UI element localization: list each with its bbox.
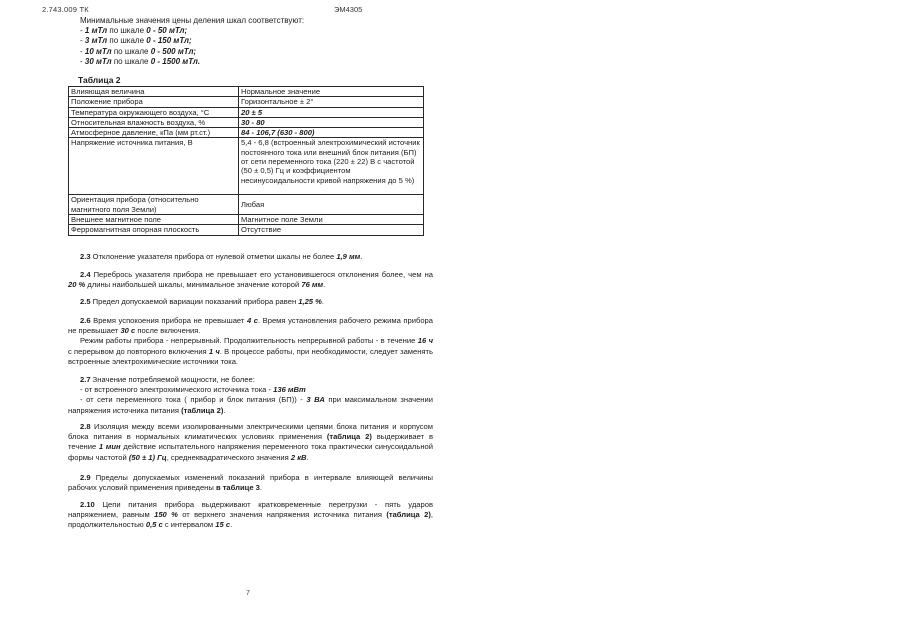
paragraph-text: Предел допускаемой вариации показаний прибора равен [90,297,299,306]
conditions-table [68,86,424,236]
item-range: 0 - 500 мТл; [150,46,197,56]
paragraph-emphasis: 1,25 % [298,297,322,306]
table-reference: (таблица 2) [181,405,224,415]
paragraph-emphasis: 2 кВ [290,452,307,462]
table-cell-value: 20 ± 5 [239,107,424,117]
paragraph-text: Цепи питания прибора выдерживают кратковременные перегрузки - пять ударов напряжением, равным [68,500,433,520]
paragraph-2-6 [68,316,433,367]
item-value: 1 мТл [84,26,108,36]
page-number: 7 [246,590,250,597]
paragraph-text: Перебрось указателя прибора не превышает его установившегося отклонения более, чем на [90,270,433,279]
table-caption: Таблица 2 [78,75,121,85]
item-prefix: - [80,56,85,66]
item-value: 3 мТл [84,36,108,46]
paragraph-text: . В процессе работы, при необходимости, следует заменять встроенные электрохимические источники тока. [68,346,433,366]
paragraph-text: выдерживает в течение [68,432,433,452]
paragraph-tail: . [259,483,263,493]
scale-item [80,26,304,36]
paragraph-number: 2.9 [80,473,91,482]
paragraph-text: , среднеквадратического значения [166,452,291,462]
table-cell-value: Любая [239,195,424,215]
item-mid: по шкале [111,46,151,56]
paragraph-text: с интервалом [162,520,216,530]
table-row [69,225,424,235]
item-range: 0 - 1500 мТл. [150,56,201,66]
table-cell-value: Отсутствие [239,225,424,235]
item-range: 0 - 50 мТл; [146,26,188,36]
table-reference: в таблице 3 [215,483,260,493]
paragraph-text: от верхнего значения напряжения источника питания [177,510,387,520]
paragraph-2-8 [68,422,433,463]
document-designation: ЭМ4305 [334,5,363,14]
paragraph-number: 2.7 [80,375,91,384]
paragraph-number: 2.8 [80,422,91,431]
paragraph-emphasis: 0,5 с [145,520,163,530]
paragraph-emphasis: 16 ч [417,336,433,346]
table-row [69,107,424,117]
table-reference: (таблица 2) [326,432,372,442]
paragraph-emphasis: 3 ВА [306,395,325,405]
paragraph-text: Время успокоения прибора не превышает [90,316,247,325]
table-cell-value: 5,4 - 6,8 (встроенный электрохимический источник постоянного тока или внешний блок питания (БП) от сети переменного тока (220 ± 22) В с частотой (50 ± 0,5) Гц и коэффициентом несинусоидальности кривой напряжения до 5 %) [239,138,424,195]
item-value: 10 мТл [84,46,112,56]
paragraph-emphasis: 1,9 мм [336,252,361,261]
table-header-cell: Влияющая величина [69,87,239,97]
table-row [69,97,424,107]
table-row [69,195,424,215]
paragraph-emphasis: 30 с [120,326,136,336]
paragraph-text: Значение потребляемой мощности, не более: [90,375,255,384]
paragraph-text: Изоляция между всеми изолированными электрическими цепями блока питания и корпусом блока питания в нормальных климатических условиях применения [68,422,433,442]
item-prefix: - [80,46,85,56]
paragraph-text: Пределы допускаемых изменений показаний прибора в интервале влияющей величины рабочих условий применения приведены [68,473,433,493]
paragraph-2-3 [68,252,433,262]
table-cell-factor: Относительная влажность воздуха, % [69,117,239,127]
item-range: 0 - 150 мТл; [146,36,192,46]
paragraph-2-7 [68,375,433,416]
scale-item [80,57,304,67]
table-cell-factor: Ориентация прибора (относительно магнитного поля Земли) [69,195,239,215]
scale-item [80,36,304,46]
intro-text: Минимальные значения цены деления шкал соответствуют: [80,16,305,25]
paragraph-tail: . [321,297,325,306]
paragraph-text: , продолжительностью [68,510,433,530]
table-cell-value: 84 - 106,7 (630 - 800) [239,128,424,138]
paragraph-emphasis: (50 ± 1) Гц [128,452,167,462]
table-header-row [69,87,424,97]
paragraph-number: 2.6 [80,316,91,325]
table-cell-factor: Положение прибора [69,97,239,107]
item-mid: по шкале [107,36,147,46]
paragraph-2-4 [68,270,433,290]
table-reference: (таблица 2) [386,510,431,520]
paragraph-text: после включения. [135,326,201,336]
paragraph-text: с перерывом до повторного включения [68,346,209,356]
paragraph-text: Отклонение указателя прибора от нулевой отметки шкалы не более [90,252,337,261]
paragraph-2-10 [68,500,433,531]
paragraph-number: 2.3 [80,252,91,261]
table-row [69,128,424,138]
table-cell-value: 30 - 80 [239,117,424,127]
table-cell-factor: Напряжение источника питания, В [69,138,239,195]
paragraph-number: 2.5 [80,297,91,306]
paragraph-tail: . [306,452,309,462]
paragraph-emphasis: 150 % [154,510,178,520]
paragraph-number: 2.10 [80,500,95,509]
paragraph-tail: . [230,520,233,530]
item-prefix: - [80,36,85,46]
paragraph-tail: . [360,252,363,261]
paragraph-emphasis: 1 ч [208,346,220,356]
paragraph-number: 2.4 [80,270,91,279]
table-row [69,117,424,127]
table-cell-value: Горизонтальное ± 2° [239,97,424,107]
paragraph-2-5 [68,297,433,307]
item-mid: по шкале [111,56,151,66]
paragraph-2-9 [68,473,433,493]
paragraph-tail: . [223,405,226,415]
paragraph-tail: . [323,280,326,290]
table-header-cell: Нормальное значение [239,87,424,97]
intro-block [80,16,304,67]
paragraph-emphasis: 1 мин [98,442,121,452]
paragraph-emphasis: 76 мм [301,280,324,290]
paragraph-text: . Время установления рабочего режима прибора не превышает [68,316,434,336]
item-mid: по шкале [107,26,147,36]
scale-item [80,47,304,57]
paragraph-text: действие испытательного напряжения переменного тока практически синусоидальной формы частотой [68,442,433,462]
table-row [69,215,424,225]
paragraph-text: длины наибольшей шкалы, минимальное значение которой [85,280,302,290]
table-cell-factor: Температура окружающего воздуха, °С [69,107,239,117]
paragraph-emphasis: 15 с [215,520,231,530]
table-cell-factor: Внешнее магнитное поле [69,215,239,225]
paragraph-text: - от сети переменного тока ( прибор и блок питания (БП)) - [80,395,307,405]
item-value: 30 мТл [84,56,112,66]
table-cell-factor: Ферромагнитная опорная плоскость [69,225,239,235]
paragraph-emphasis: 136 мВт [273,385,306,395]
paragraph-text: при максимальном значении напряжения источника питания [68,395,433,415]
paragraph-emphasis: 4 с [246,316,258,325]
paragraph-text: Режим работы прибора - непрерывный. Продолжительность непрерывной работы - в течение [80,336,418,346]
item-prefix: - [80,26,85,36]
table-row [69,138,424,195]
paragraph-text: - от встроенного электрохимического источника тока - [80,385,274,395]
paragraph-emphasis: 20 % [68,280,86,290]
table-cell-factor: Атмосферное давление, кПа (мм рт.ст.) [69,128,239,138]
document-code: 2.743.009 ТК [42,5,89,14]
table-cell-value: Магнитное поле Земли [239,215,424,225]
